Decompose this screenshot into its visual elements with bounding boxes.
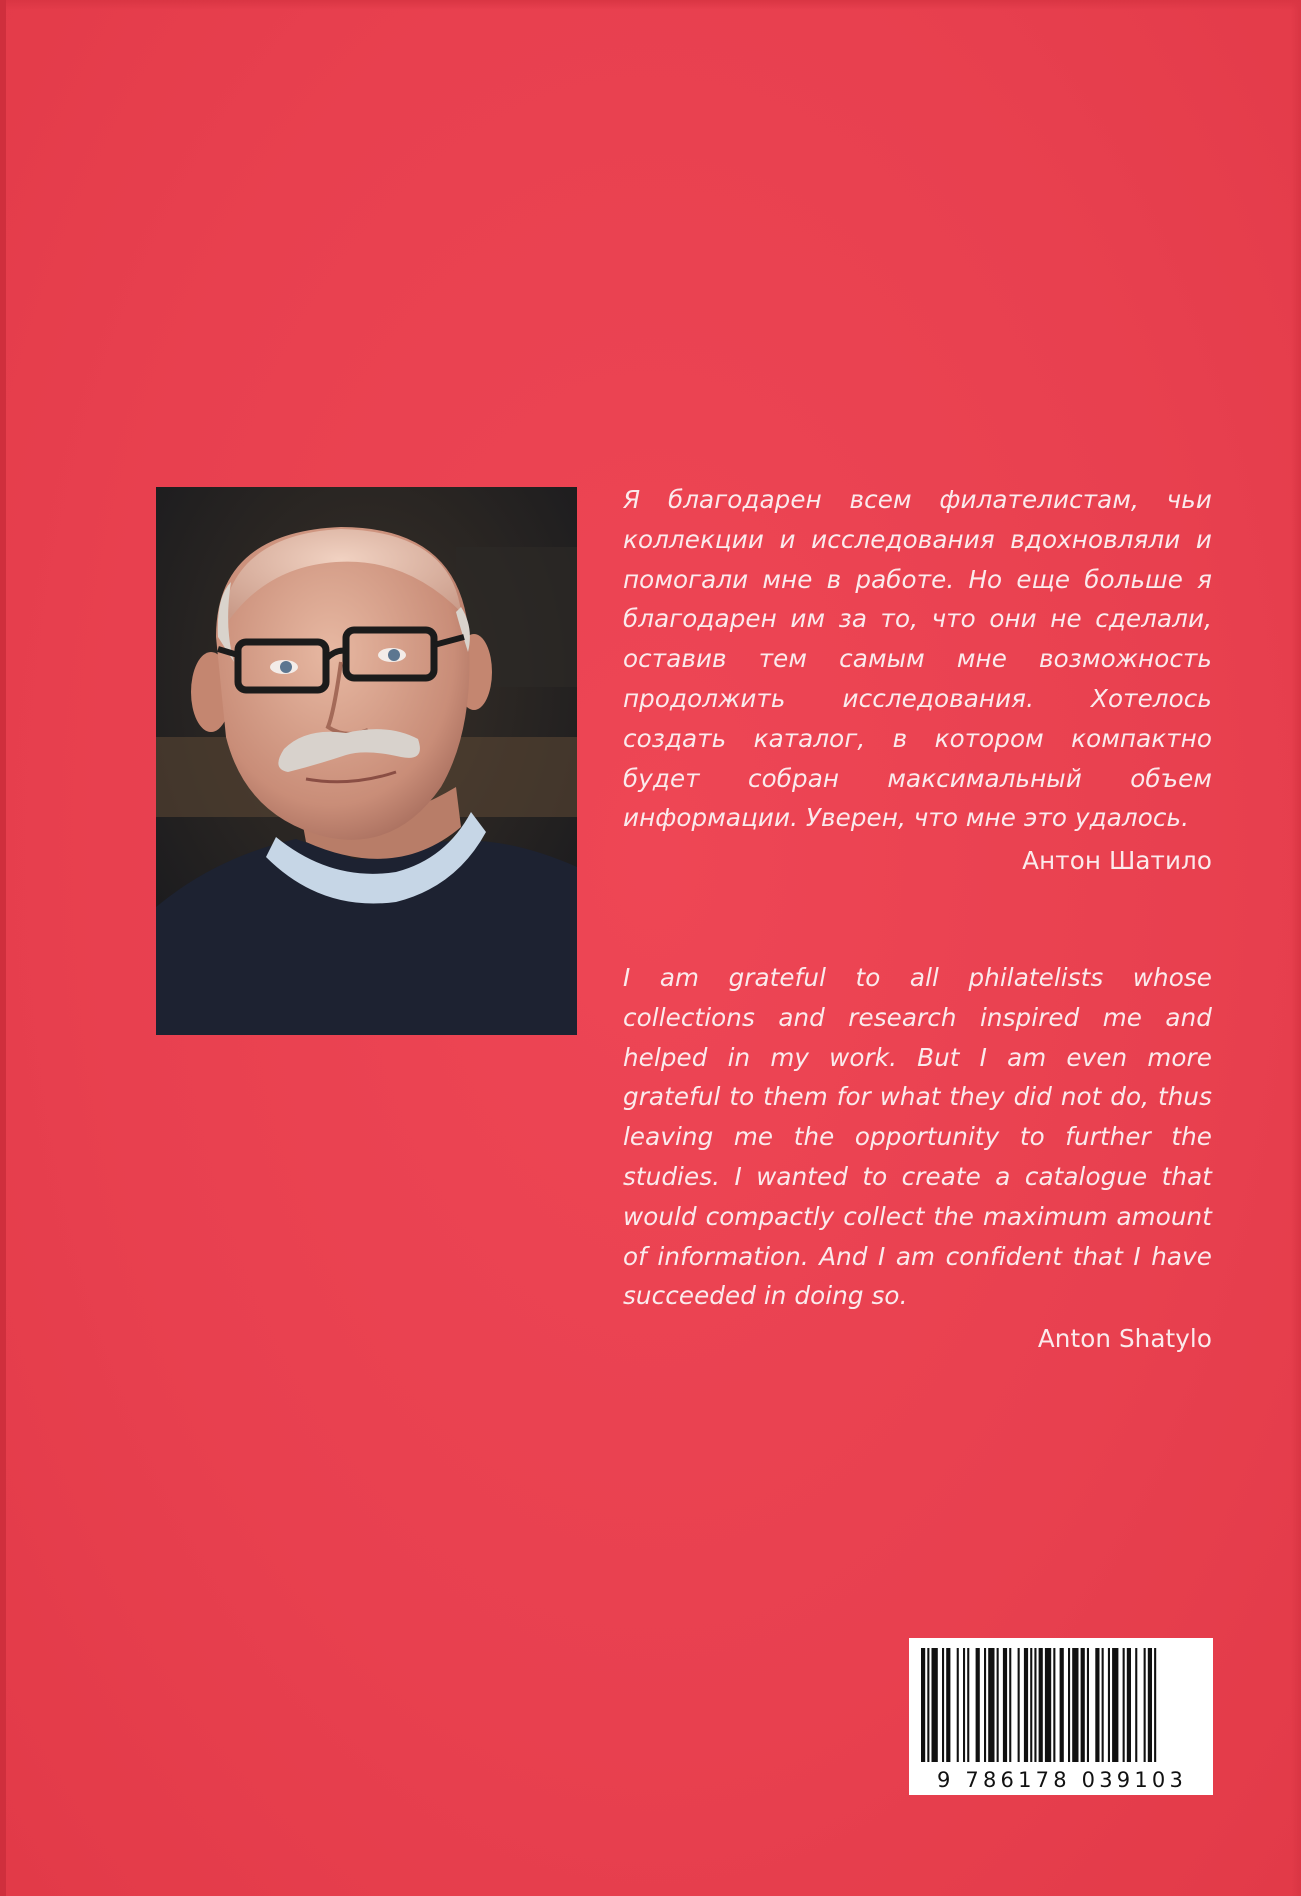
- barcode-bar: [1009, 1648, 1011, 1762]
- russian-signature: Антон Шатило: [1022, 846, 1212, 876]
- barcode-bar: [1053, 1648, 1055, 1762]
- barcode-bar: [1024, 1648, 1028, 1762]
- isbn-barcode: [909, 1638, 1213, 1795]
- barcode-bar: [1127, 1648, 1131, 1762]
- barcode-bar: [1123, 1648, 1125, 1762]
- barcode-bar: [1154, 1648, 1156, 1762]
- barcode-bar: [942, 1648, 944, 1762]
- barcode-bar: [1039, 1648, 1043, 1762]
- english-text-block: [623, 958, 1212, 1359]
- barcode-bar: [988, 1648, 994, 1762]
- author-portrait-image: [156, 487, 577, 1035]
- barcode-bar: [927, 1648, 929, 1762]
- barcode-bar: [984, 1648, 986, 1762]
- barcode-bar: [921, 1648, 925, 1762]
- barcode-bar: [1144, 1648, 1146, 1762]
- barcode-bar: [1102, 1648, 1104, 1762]
- barcode-bar: [997, 1648, 999, 1762]
- barcode-bar: [1148, 1648, 1152, 1762]
- barcode-bar: [946, 1648, 950, 1762]
- barcode-bar: [1068, 1648, 1070, 1762]
- cover-right-edge: [1291, 0, 1301, 1896]
- barcode-bar: [1018, 1648, 1020, 1762]
- barcode-bar: [1030, 1648, 1032, 1762]
- russian-text-block: [623, 480, 1212, 881]
- barcode-bar: [1081, 1648, 1085, 1762]
- russian-paragraph: Я благодарен всем филателистам, чьи коллекции и исследования вдохновляли и помогали мне в работе. Но еще больше я благодарен им за то, что они не сделали, оставив тем самым мне возможность продолжить исследования. Хотелось создать каталог, в котором компактно будет собран максимальный объем информации. Уверен, что мне это удалось.: [623, 485, 1212, 833]
- barcode-bar: [1034, 1648, 1036, 1762]
- barcode-bar: [1072, 1648, 1078, 1762]
- barcode-bar: [1087, 1648, 1089, 1762]
- barcode-bar: [957, 1648, 959, 1762]
- barcode-bar: [932, 1648, 938, 1762]
- isbn-digits: 9 786178 039103: [936, 1768, 1188, 1792]
- barcode-bar: [976, 1648, 980, 1762]
- barcode-bar: [1135, 1648, 1137, 1762]
- barcode-bar: [967, 1648, 969, 1762]
- barcode-bars: [909, 1638, 1213, 1768]
- barcode-bar: [1108, 1648, 1110, 1762]
- barcode-bar: [1112, 1648, 1118, 1762]
- barcode-bar: [1095, 1648, 1099, 1762]
- barcode-bar: [1045, 1648, 1051, 1762]
- barcode-bar: [1060, 1648, 1064, 1762]
- cover-top-edge: [6, 0, 1301, 10]
- author-photo: [156, 487, 577, 1035]
- english-paragraph: I am grateful to all philatelists whose collections and research inspired me and helped in my work. But I am even more grateful to them for what they did not do, thus leaving me the opportunity to further the studies. I wanted to create a catalogue that would compactly collect the maximum amount of information. And I am confident that I have succeeded in doing so.: [623, 963, 1212, 1311]
- english-signature: Anton Shatylo: [1037, 1324, 1212, 1354]
- barcode-bar: [963, 1648, 965, 1762]
- barcode-bar: [1003, 1648, 1007, 1762]
